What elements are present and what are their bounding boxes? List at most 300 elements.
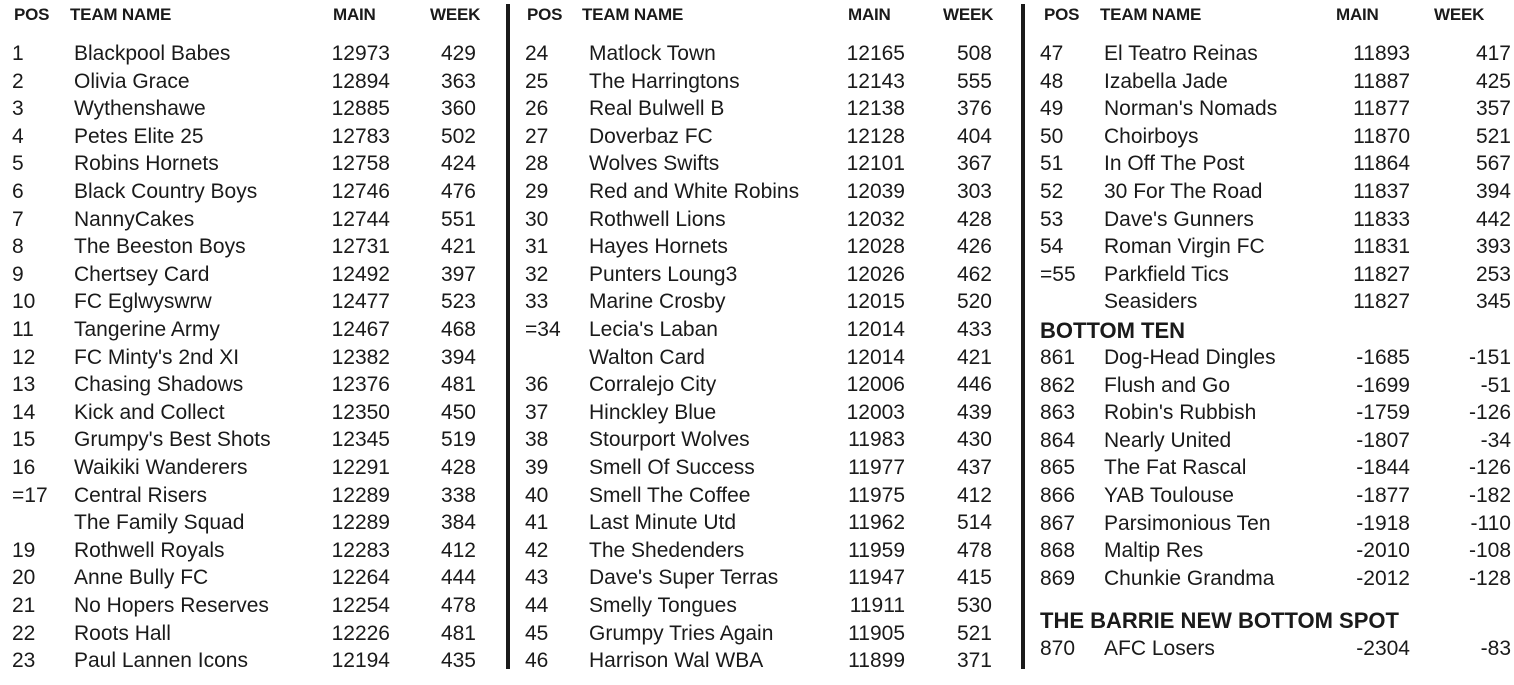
cell-pos: 50 [1040, 124, 1064, 148]
cell-pos: 25 [525, 69, 549, 93]
cell-main: 12003 [846, 400, 905, 424]
cell-name: Flush and Go [1104, 373, 1231, 397]
cell-main: 12254 [331, 594, 390, 617]
cell-name: Smell The Coffee [589, 483, 751, 507]
table-row [1030, 399, 1514, 426]
cell-main: 11877 [1353, 97, 1410, 121]
cell-main: 12350 [331, 400, 390, 424]
table-row [515, 426, 1015, 453]
cell-name: Nearly United [1104, 428, 1232, 452]
table-row [1030, 123, 1514, 150]
cell-week: 425 [1475, 69, 1511, 93]
cell-name: Norman's Nomads [1104, 97, 1278, 121]
cell-week: 435 [440, 649, 476, 673]
header-main: MAIN [333, 5, 376, 24]
cell-week: 514 [956, 511, 992, 535]
cell-pos: 6 [12, 180, 24, 203]
cell-name: Walton Card [589, 345, 705, 369]
cell-main: 12783 [331, 124, 390, 148]
table-row [1030, 372, 1514, 399]
cell-week: 412 [956, 483, 992, 507]
cell-week: 476 [440, 180, 476, 203]
cell-main: 12014 [846, 345, 905, 369]
table-row [515, 261, 1015, 288]
table-row [1030, 206, 1514, 233]
cell-name: Dog-Head Dingles [1104, 346, 1276, 369]
cell-name: Smelly Tongues [589, 594, 737, 617]
cell-week: -51 [1480, 373, 1511, 397]
cell-main: 12264 [331, 566, 390, 590]
cell-week: 508 [956, 42, 992, 65]
cell-main: 12128 [846, 124, 905, 148]
cell-main: 12015 [846, 290, 905, 314]
cell-name: FC Minty's 2nd XI [74, 345, 240, 369]
cell-main: 11959 [848, 538, 905, 562]
cell-week: 481 [440, 621, 476, 645]
cell-pos: 862 [1040, 373, 1076, 397]
cell-name: Last Minute Utd [589, 511, 737, 535]
section-title-bottom-spot: THE BARRIE NEW BOTTOM SPOT [1040, 608, 1399, 634]
cell-main: 11983 [848, 428, 905, 452]
cell-name: Doverbaz FC [589, 124, 713, 148]
cell-name: Tangerine Army [74, 318, 220, 341]
cell-main: 11899 [848, 649, 905, 673]
cell-name: 30 For The Road [1104, 180, 1263, 203]
table-row [0, 454, 500, 481]
cell-main: 11831 [1353, 235, 1410, 259]
table-row [0, 95, 500, 122]
cell-name: Parsimonious Ten [1104, 511, 1271, 535]
cell-week: 424 [440, 152, 476, 176]
cell-name: Waikiki Wanderers [74, 456, 248, 479]
cell-name: Harrison Wal WBA [589, 649, 764, 673]
table-row [0, 620, 500, 647]
table-row [515, 537, 1015, 564]
table-row [0, 261, 500, 288]
cell-name: The Beeston Boys [74, 235, 246, 259]
cell-main: 11870 [1353, 124, 1410, 148]
cell-main: 12194 [331, 649, 390, 673]
table-row [515, 592, 1015, 619]
league-column-2 [515, 0, 1015, 685]
cell-main: 12143 [846, 69, 905, 93]
table-row [515, 123, 1015, 150]
cell-week: 521 [1475, 124, 1511, 148]
cell-name: Chunkie Grandma [1104, 566, 1275, 590]
cell-pos: =17 [12, 483, 48, 507]
cell-main: 12382 [331, 345, 390, 369]
cell-week: -108 [1468, 539, 1511, 563]
table-row [0, 344, 500, 371]
cell-name: Robin's Rubbish [1104, 401, 1257, 425]
cell-pos: 2 [12, 69, 24, 93]
cell-week: 502 [440, 124, 476, 148]
table-row [0, 509, 500, 536]
cell-name: Dave's Super Terras [589, 566, 779, 590]
cell-name: Olivia Grace [74, 69, 190, 93]
cell-name: Punters Loung3 [589, 262, 738, 286]
header-main: MAIN [848, 5, 891, 24]
table-row [515, 620, 1015, 647]
cell-main: 12283 [331, 538, 390, 562]
cell-week: 551 [440, 207, 476, 231]
cell-pos: 24 [525, 42, 549, 65]
cell-main: 11947 [848, 566, 905, 590]
cell-main: 12039 [846, 180, 905, 203]
cell-week: 520 [956, 290, 992, 314]
cell-name: Grumpy Tries Again [589, 621, 774, 645]
cell-week: 523 [440, 290, 476, 314]
table-row [515, 647, 1015, 674]
cell-name: Maltip Res [1104, 539, 1204, 563]
cell-main: -2012 [1356, 566, 1410, 590]
cell-pos: 29 [525, 180, 549, 203]
cell-pos: 22 [12, 621, 36, 645]
table-row [1030, 68, 1514, 95]
cell-week: -182 [1468, 484, 1511, 507]
cell-name: Central Risers [74, 483, 208, 507]
header-week: WEEK [943, 5, 994, 24]
cell-week: 363 [440, 69, 476, 93]
cell-name: Stourport Wolves [589, 428, 750, 452]
cell-main: 12746 [331, 180, 390, 203]
cell-name: Roman Virgin FC [1104, 235, 1265, 259]
cell-week: 303 [956, 180, 992, 203]
cell-pos: =34 [525, 318, 561, 341]
cell-pos: 4 [12, 124, 24, 148]
cell-main: 11905 [848, 621, 905, 645]
cell-name: Grumpy's Best Shots [74, 428, 271, 452]
cell-main: -1759 [1356, 401, 1410, 425]
header-pos: POS [14, 5, 50, 24]
table-row [0, 206, 500, 233]
cell-name: In Off The Post [1104, 152, 1245, 176]
cell-week: 442 [1475, 207, 1511, 231]
cell-main: -1844 [1356, 456, 1410, 480]
cell-week: 253 [1475, 262, 1511, 286]
cell-pos: 51 [1040, 152, 1064, 176]
header-pos: POS [527, 5, 563, 24]
cell-main: -2010 [1356, 539, 1410, 563]
cell-name: The Family Squad [74, 511, 245, 535]
cell-name: Choirboys [1104, 124, 1199, 148]
cell-week: 376 [956, 97, 992, 121]
cell-main: 11833 [1353, 207, 1410, 231]
cell-week: -126 [1468, 401, 1511, 425]
header-week: WEEK [430, 5, 481, 24]
cell-pos: 45 [525, 621, 549, 645]
cell-week: 360 [440, 97, 476, 121]
table-row [0, 564, 500, 591]
table-row [1030, 150, 1514, 177]
cell-pos: 54 [1040, 235, 1064, 259]
cell-name: Lecia's Laban [589, 318, 718, 341]
cell-week: -126 [1468, 456, 1511, 480]
cell-main: -1699 [1356, 373, 1410, 397]
cell-main: 12973 [331, 42, 390, 65]
table-row [515, 399, 1015, 426]
table-row [1030, 288, 1514, 315]
cell-week: 444 [440, 566, 476, 590]
cell-name: Smell Of Success [589, 456, 755, 479]
table-row [0, 150, 500, 177]
table-row [0, 647, 500, 674]
cell-main: 12345 [331, 428, 390, 452]
table-row [1030, 510, 1514, 537]
cell-week: 415 [956, 566, 992, 590]
cell-pos: 866 [1040, 484, 1076, 507]
cell-week: 397 [440, 262, 476, 286]
cell-pos: 16 [12, 456, 36, 479]
cell-week: 394 [1475, 180, 1511, 203]
cell-pos: 863 [1040, 401, 1076, 425]
cell-pos: 10 [12, 290, 36, 314]
table-row [1030, 482, 1514, 509]
cell-pos: 48 [1040, 69, 1064, 93]
cell-main: 12291 [331, 456, 390, 479]
cell-main: -1877 [1356, 484, 1410, 507]
header-pos: POS [1044, 5, 1080, 24]
cell-main: 11975 [848, 483, 905, 507]
cell-week: 393 [1475, 235, 1511, 259]
cell-main: -2304 [1356, 637, 1410, 661]
cell-pos: 31 [525, 235, 549, 259]
cell-main: 11827 [1353, 290, 1410, 314]
cell-main: 12138 [846, 97, 905, 121]
cell-main: 12028 [846, 235, 905, 259]
table-row [0, 178, 500, 205]
cell-pos: 8 [12, 235, 24, 259]
header-team: TEAM NAME [582, 5, 684, 24]
table-row [1030, 40, 1514, 67]
table-row [0, 288, 500, 315]
cell-week: -151 [1468, 346, 1511, 369]
table-row [0, 40, 500, 67]
table-row [0, 426, 500, 453]
cell-main: 12758 [331, 152, 390, 176]
cell-main: -1918 [1356, 511, 1410, 535]
cell-name: No Hopers Reserves [74, 594, 269, 617]
table-row [0, 399, 500, 426]
table-row [515, 316, 1015, 343]
cell-pos: 865 [1040, 456, 1076, 480]
cell-pos: 26 [525, 97, 549, 121]
table-row [0, 371, 500, 398]
cell-week: 384 [440, 511, 476, 535]
cell-name: Seasiders [1104, 290, 1198, 314]
column-divider [1021, 4, 1025, 669]
cell-week: 412 [440, 538, 476, 562]
table-row [515, 371, 1015, 398]
league-column-3 [1030, 0, 1514, 685]
cell-name: Parkfield Tics [1104, 262, 1229, 286]
cell-name: Matlock Town [589, 42, 716, 65]
table-row [1030, 344, 1514, 371]
cell-week: 338 [440, 483, 476, 507]
cell-main: 11911 [849, 594, 905, 617]
cell-pos: 9 [12, 262, 24, 286]
cell-name: Wolves Swifts [589, 152, 720, 176]
table-row [1030, 178, 1514, 205]
table-row [1030, 635, 1514, 662]
table-row [1030, 233, 1514, 260]
cell-week: 439 [956, 400, 992, 424]
cell-pos: 49 [1040, 97, 1064, 121]
cell-week: 421 [956, 345, 992, 369]
table-row [0, 68, 500, 95]
cell-name: Robins Hornets [74, 152, 219, 176]
cell-week: 367 [956, 152, 992, 176]
cell-week: 481 [440, 373, 476, 397]
cell-pos: 47 [1040, 42, 1064, 65]
cell-pos: 1 [12, 42, 24, 65]
table-row [515, 40, 1015, 67]
cell-pos: 5 [12, 152, 24, 176]
cell-pos: 20 [12, 566, 36, 590]
cell-main: 11827 [1353, 262, 1410, 286]
cell-name: Rothwell Royals [74, 538, 225, 562]
table-row [515, 344, 1015, 371]
cell-pos: 868 [1040, 539, 1076, 563]
cell-main: 12289 [331, 483, 390, 507]
cell-week: 519 [440, 428, 476, 452]
table-row [1030, 95, 1514, 122]
cell-name: Petes Elite 25 [74, 124, 204, 148]
cell-pos: 15 [12, 428, 36, 452]
cell-pos: =55 [1040, 262, 1076, 286]
cell-name: Izabella Jade [1104, 69, 1228, 93]
cell-name: FC Eglwyswrw [74, 290, 212, 314]
column-headers [515, 2, 1015, 28]
cell-name: Dave's Gunners [1104, 207, 1254, 231]
cell-pos: 12 [12, 345, 36, 369]
cell-pos: 52 [1040, 180, 1064, 203]
table-row [1030, 537, 1514, 564]
cell-week: 433 [956, 318, 992, 341]
table-row [0, 537, 500, 564]
cell-pos: 36 [525, 373, 549, 397]
column-divider [506, 4, 510, 669]
cell-week: 450 [440, 400, 476, 424]
cell-week: 404 [956, 124, 992, 148]
cell-name: NannyCakes [74, 207, 195, 231]
table-row [515, 178, 1015, 205]
cell-pos: 864 [1040, 428, 1076, 452]
table-row [1030, 427, 1514, 454]
cell-pos: 7 [12, 207, 24, 231]
cell-main: 11837 [1353, 180, 1410, 203]
table-row [0, 123, 500, 150]
cell-name: Rothwell Lions [589, 207, 726, 231]
cell-main: 12894 [331, 69, 390, 93]
cell-pos: 11 [12, 318, 34, 341]
header-team: TEAM NAME [1100, 5, 1202, 24]
cell-week: 437 [956, 456, 992, 479]
cell-name: Hinckley Blue [589, 400, 717, 424]
cell-week: 530 [956, 594, 992, 617]
cell-main: 12006 [846, 373, 905, 397]
cell-main: 11962 [848, 511, 905, 535]
cell-pos: 39 [525, 456, 549, 479]
cell-main: 12289 [331, 511, 390, 535]
cell-week: 462 [956, 262, 992, 286]
cell-week: 446 [956, 373, 992, 397]
cell-week: 428 [956, 207, 992, 231]
table-row [0, 316, 500, 343]
table-row [515, 288, 1015, 315]
cell-main: 11893 [1353, 42, 1410, 65]
cell-name: Chasing Shadows [74, 373, 244, 397]
cell-pos: 19 [12, 538, 36, 562]
column-headers [1030, 2, 1514, 28]
cell-pos: 27 [525, 124, 549, 148]
cell-name: Chertsey Card [74, 262, 210, 286]
cell-name: Roots Hall [74, 621, 171, 645]
cell-main: 12492 [331, 262, 390, 286]
cell-week: 345 [1475, 290, 1511, 314]
cell-main: 11887 [1353, 69, 1410, 93]
cell-name: YAB Toulouse [1104, 484, 1234, 507]
cell-week: 468 [440, 318, 476, 341]
cell-week: 429 [440, 42, 476, 65]
cell-pos: 37 [525, 400, 549, 424]
table-row [515, 509, 1015, 536]
cell-main: 12165 [846, 42, 905, 65]
table-row [515, 482, 1015, 509]
cell-pos: 867 [1040, 511, 1076, 535]
cell-main: 12032 [846, 207, 905, 231]
cell-pos: 28 [525, 152, 549, 176]
cell-main: 12376 [331, 373, 390, 397]
cell-pos: 870 [1040, 637, 1076, 661]
cell-week: 478 [956, 538, 992, 562]
cell-pos: 3 [12, 97, 24, 121]
cell-pos: 32 [525, 262, 549, 286]
cell-main: 12101 [846, 152, 905, 176]
cell-week: 426 [956, 235, 992, 259]
league-column-1 [0, 0, 500, 685]
header-main: MAIN [1336, 5, 1379, 24]
cell-week: 521 [956, 621, 992, 645]
cell-pos: 38 [525, 428, 549, 452]
cell-name: Corralejo City [589, 373, 717, 397]
cell-main: 11977 [848, 456, 905, 479]
cell-main: -1807 [1356, 428, 1410, 452]
cell-pos: 41 [525, 511, 549, 535]
cell-week: 394 [440, 345, 476, 369]
cell-week: 357 [1475, 97, 1511, 121]
cell-pos: 44 [525, 594, 549, 617]
cell-name: Hayes Hornets [589, 235, 728, 259]
cell-week: -110 [1470, 511, 1511, 535]
cell-name: Black Country Boys [74, 180, 258, 203]
cell-pos: 53 [1040, 207, 1064, 231]
cell-pos: 13 [12, 373, 36, 397]
cell-pos: 21 [12, 594, 36, 617]
cell-name: Paul Lannen Icons [74, 649, 248, 673]
cell-week: 555 [956, 69, 992, 93]
cell-pos: 46 [525, 649, 549, 673]
cell-name: Real Bulwell B [589, 97, 725, 121]
cell-name: Marine Crosby [589, 290, 726, 314]
cell-name: Kick and Collect [74, 400, 225, 424]
cell-week: 428 [440, 456, 476, 479]
table-row [515, 454, 1015, 481]
table-row [0, 592, 500, 619]
table-row [515, 95, 1015, 122]
header-week: WEEK [1434, 5, 1485, 24]
cell-name: The Shedenders [589, 538, 745, 562]
